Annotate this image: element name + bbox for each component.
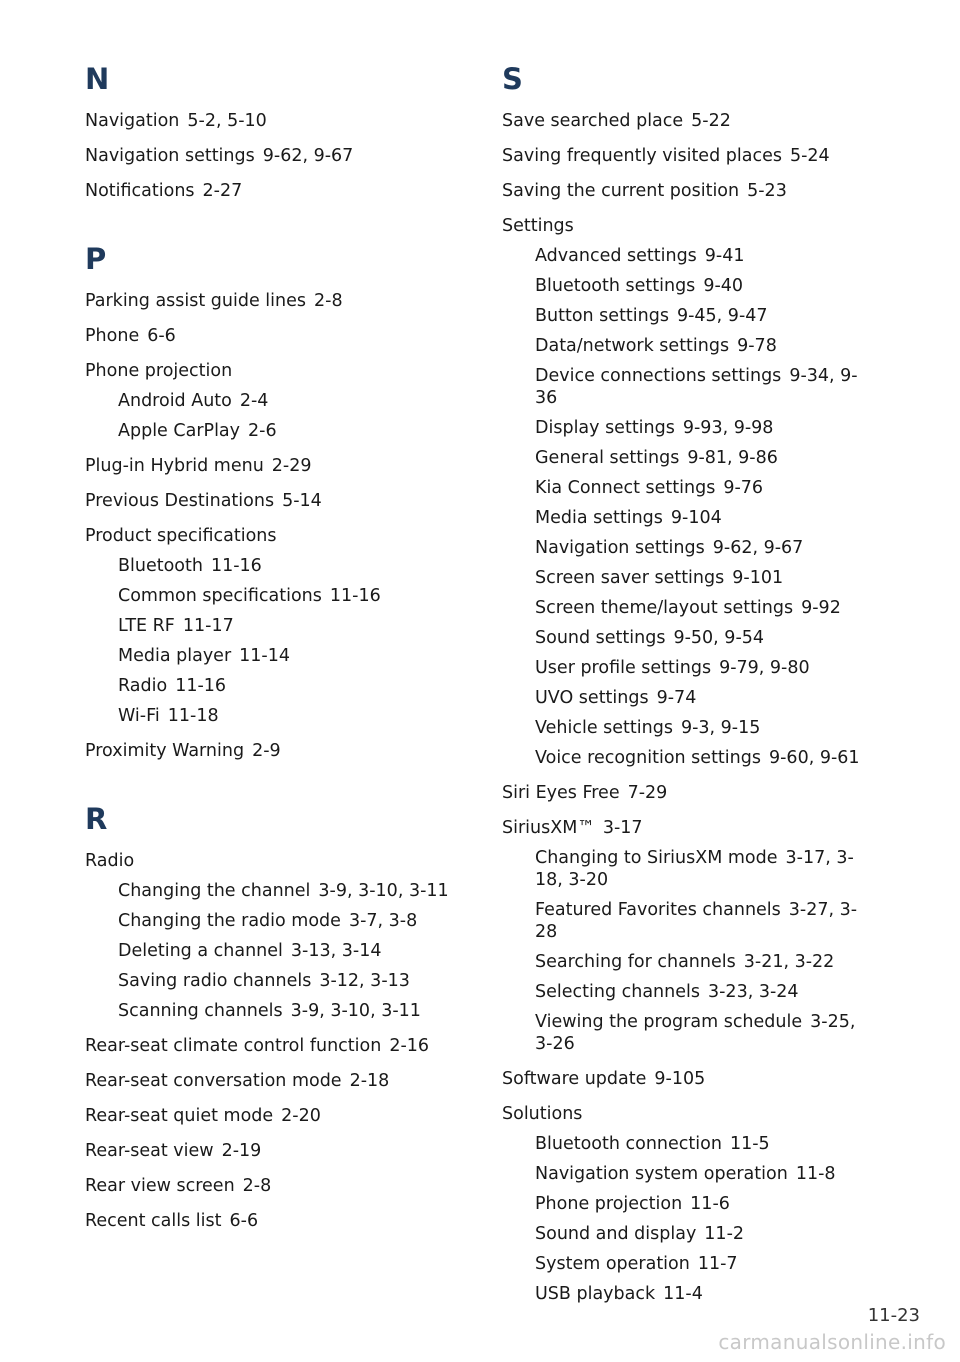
subentry-term: Display settings (535, 418, 675, 438)
entry-term: Navigation settings (85, 146, 255, 166)
index-section-r (85, 798, 475, 1232)
subentry-pages[interactable]: 9-101 (732, 568, 784, 588)
subentry-term: Changing the radio mode (118, 911, 341, 931)
index-subentry[interactable] (502, 417, 875, 439)
entry-pages[interactable]: 2-19 (221, 1141, 262, 1161)
index-entry[interactable] (502, 215, 922, 237)
index-entry[interactable] (85, 360, 475, 382)
subentry-pages[interactable]: 11-18 (167, 706, 219, 726)
subentry-term: Media player (118, 646, 232, 666)
subentry-term: Screen saver settings (535, 568, 725, 588)
index-subentry[interactable] (85, 910, 458, 932)
subentry-pages[interactable]: 9-79, 9-80 (719, 658, 810, 678)
subentry-pages[interactable]: 9-50, 9-54 (673, 628, 765, 648)
subentry-pages[interactable]: 11-16 (175, 676, 227, 696)
subentry-term: Sound settings (535, 628, 666, 648)
subentry-term: Voice recognition settings (535, 748, 761, 768)
index-subentry[interactable] (502, 305, 875, 327)
page-number: 11-23 (867, 1305, 920, 1326)
index-subentry[interactable] (502, 567, 875, 589)
subentry-pages[interactable]: 3-9, 3-10, 3-11 (318, 881, 449, 901)
entry-term: SiriusXM™ (502, 818, 595, 838)
entry-term: Phone projection (85, 361, 233, 381)
index-subentry[interactable] (502, 747, 875, 769)
index-entry[interactable] (85, 325, 475, 347)
index-entry[interactable] (85, 850, 475, 872)
subentry-term: Radio (118, 676, 168, 696)
index-subentry[interactable] (502, 245, 875, 267)
subentry-pages[interactable]: 11-16 (210, 556, 262, 576)
subentry-pages[interactable]: 3-27, 3-28 (535, 900, 858, 942)
entry-pages[interactable]: 2-20 (281, 1106, 321, 1126)
entry-pages[interactable]: 2-8 (242, 1176, 272, 1196)
entry-term: Rear-seat climate control function (85, 1036, 382, 1056)
subentry-term: System operation (535, 1254, 690, 1274)
subentry-term: Sound and display (535, 1224, 697, 1244)
index-entry[interactable] (85, 525, 475, 547)
subentry-term: Vehicle settings (535, 718, 673, 738)
entry-pages[interactable]: 6-6 (229, 1211, 259, 1231)
index-subentry[interactable] (85, 970, 458, 992)
subentry-pages[interactable]: 11-14 (239, 646, 290, 666)
subentry-pages[interactable]: 9-81, 9-86 (687, 448, 778, 468)
subentry-pages[interactable]: 3-13, 3-14 (290, 941, 382, 961)
entry-pages[interactable]: 5-24 (789, 146, 830, 166)
index-subentry[interactable] (85, 1000, 458, 1022)
index-entry[interactable] (502, 817, 922, 839)
subentry-term: Changing to SiriusXM mode (535, 848, 778, 868)
subentry-pages[interactable]: 3-25, 3-26 (535, 1012, 856, 1054)
subentry-pages[interactable]: 3-21, 3-22 (743, 952, 835, 972)
subentry-pages[interactable]: 9-93, 9-98 (682, 418, 774, 438)
entry-term: Proximity Warning (85, 741, 245, 761)
subentry-pages[interactable]: 11-16 (329, 586, 381, 606)
index-subentry[interactable] (85, 880, 458, 902)
subentry-term: Viewing the program schedule (535, 1012, 803, 1032)
entry-term: Plug-in Hybrid menu (85, 456, 264, 476)
entry-pages[interactable]: 2-8 (314, 291, 343, 311)
entry-pages[interactable]: 9-105 (654, 1069, 706, 1089)
index-subentry[interactable] (85, 645, 458, 667)
index-entry[interactable] (85, 1175, 475, 1197)
subentry-term: Changing the channel (118, 881, 311, 901)
index-subentry[interactable] (502, 507, 875, 529)
subentry-term: Bluetooth (118, 556, 203, 576)
subentry-term: Bluetooth settings (535, 276, 696, 296)
subentry-pages[interactable]: 11-2 (704, 1224, 745, 1244)
entry-term: Settings (502, 216, 574, 236)
subentry-term: UVO settings (535, 688, 649, 708)
entry-term: Rear-seat quiet mode (85, 1106, 274, 1126)
subentry-pages[interactable]: 9-41 (704, 246, 745, 266)
subentry-pages[interactable]: 11-6 (690, 1194, 730, 1214)
index-subentry[interactable] (502, 899, 875, 943)
entry-term: Radio (85, 851, 135, 871)
index-entry[interactable] (502, 1068, 922, 1090)
index-subentry[interactable] (85, 940, 458, 962)
subentry-pages[interactable]: 11-8 (795, 1164, 836, 1184)
index-column-left (85, 58, 475, 1232)
index-subentry[interactable] (502, 597, 875, 619)
entry-pages[interactable]: 2-29 (271, 456, 312, 476)
index-entry[interactable] (85, 490, 475, 512)
index-subentry[interactable] (85, 615, 458, 637)
index-subentry[interactable] (502, 477, 875, 499)
index-subentry[interactable] (502, 1133, 875, 1155)
subentry-pages[interactable]: 9-34, 9-36 (535, 366, 858, 408)
entry-pages[interactable]: 5-2, 5-10 (187, 111, 267, 131)
index-entry[interactable] (85, 145, 475, 167)
entry-pages[interactable]: 5-14 (282, 491, 322, 511)
entry-term: Parking assist guide lines (85, 291, 307, 311)
index-subentry[interactable] (502, 1163, 875, 1185)
index-entry[interactable] (502, 145, 922, 167)
subentry-term: Deleting a channel (118, 941, 283, 961)
index-subentry[interactable] (502, 1193, 875, 1215)
index-entry[interactable] (85, 290, 475, 312)
entry-pages[interactable]: 7-29 (627, 783, 668, 803)
index-subentry[interactable] (85, 420, 458, 442)
subentry-term: Scanning channels (118, 1001, 283, 1021)
subentry-term: Wi-Fi (118, 706, 160, 726)
entry-pages[interactable]: 2-16 (389, 1036, 430, 1056)
subentry-pages[interactable]: 9-74 (656, 688, 697, 708)
entry-term: Recent calls list (85, 1211, 222, 1231)
entry-term: Saving the current position (502, 181, 740, 201)
entry-term: Solutions (502, 1104, 583, 1124)
subentry-pages[interactable]: 2-4 (239, 391, 269, 411)
index-entry[interactable] (502, 1103, 922, 1125)
subentry-pages[interactable]: 3-17, 3-18, 3-20 (535, 848, 854, 890)
subentry-pages[interactable]: 9-92 (801, 598, 841, 618)
index-entry[interactable] (502, 782, 922, 804)
subentry-pages[interactable]: 3-9, 3-10, 3-11 (290, 1001, 421, 1021)
index-subentry[interactable] (502, 1283, 875, 1305)
subentry-term: LTE RF (118, 616, 175, 636)
index-subentry[interactable] (85, 675, 458, 697)
index-subentry[interactable] (502, 1223, 875, 1245)
subentry-pages[interactable]: 11-17 (182, 616, 234, 636)
index-subentry[interactable] (502, 717, 875, 739)
subentry-term: Saving radio channels (118, 971, 312, 991)
entry-term: Previous Destinations (85, 491, 275, 511)
subentry-term: Device connections settings (535, 366, 782, 386)
index-section-s (502, 58, 922, 1305)
index-subentry[interactable] (502, 1253, 875, 1275)
index-subentry[interactable] (502, 627, 875, 649)
entry-pages[interactable]: 9-62, 9-67 (262, 146, 354, 166)
entry-pages[interactable]: 2-9 (252, 741, 281, 761)
subentry-pages[interactable]: 11-7 (697, 1254, 738, 1274)
index-subentry[interactable] (502, 537, 875, 559)
entry-term: Navigation (85, 111, 180, 131)
subentry-pages[interactable]: 9-78 (737, 336, 777, 356)
subentry-term: Searching for channels (535, 952, 736, 972)
entry-pages[interactable]: 5-22 (691, 111, 731, 131)
subentry-term: Navigation system operation (535, 1164, 788, 1184)
entry-term: Phone (85, 326, 140, 346)
index-section-n (85, 58, 475, 202)
index-subentry[interactable] (502, 657, 875, 679)
section-letter: S (502, 62, 523, 96)
index-subentry[interactable] (502, 365, 875, 409)
index-entry[interactable] (85, 740, 475, 762)
entry-pages[interactable]: 2-18 (349, 1071, 390, 1091)
index-entry[interactable] (85, 180, 475, 202)
subentry-term: Button settings (535, 306, 669, 326)
entry-term: Save searched place (502, 111, 684, 131)
subentry-term: Screen theme/layout settings (535, 598, 794, 618)
subentry-pages[interactable]: 9-40 (703, 276, 744, 296)
index-subentry[interactable] (85, 705, 458, 727)
section-letter: R (85, 802, 108, 836)
subentry-pages[interactable]: 9-45, 9-47 (676, 306, 768, 326)
subentry-term: Selecting channels (535, 982, 700, 1002)
entry-pages[interactable]: 2-27 (202, 181, 243, 201)
subentry-pages[interactable]: 3-23, 3-24 (707, 982, 799, 1002)
subentry-pages[interactable]: 3-12, 3-13 (319, 971, 410, 991)
index-entry[interactable] (85, 1140, 475, 1162)
subentry-pages[interactable]: 9-62, 9-67 (712, 538, 804, 558)
entry-term: Product specifications (85, 526, 277, 546)
index-subentry[interactable] (502, 335, 875, 357)
index-entry[interactable] (85, 1070, 475, 1092)
subentry-term: User profile settings (535, 658, 712, 678)
subentry-term: Media settings (535, 508, 663, 528)
watermark: carmanualsonline.info (718, 1330, 946, 1354)
index-subentry[interactable] (502, 687, 875, 709)
index-entry[interactable] (85, 1210, 475, 1232)
entry-term: Software update (502, 1069, 647, 1089)
subentry-term: Navigation settings (535, 538, 705, 558)
index-entry[interactable] (85, 110, 475, 132)
entry-term: Siri Eyes Free (502, 783, 620, 803)
subentry-pages[interactable]: 2-6 (248, 421, 277, 441)
index-section-p (85, 238, 475, 762)
section-letter: N (85, 62, 110, 96)
entry-term: Rear-seat conversation mode (85, 1071, 342, 1091)
index-subentry[interactable] (502, 847, 875, 891)
index-subentry[interactable] (502, 275, 875, 297)
subentry-term: Featured Favorites channels (535, 900, 781, 920)
subentry-term: USB playback (535, 1284, 656, 1304)
index-subentry[interactable] (502, 1011, 875, 1055)
index-subentry[interactable] (502, 951, 875, 973)
subentry-term: Bluetooth connection (535, 1134, 722, 1154)
subentry-pages[interactable]: 11-5 (729, 1134, 770, 1154)
index-subentry[interactable] (85, 555, 458, 577)
subentry-term: Data/network settings (535, 336, 730, 356)
subentry-pages[interactable]: 3-7, 3-8 (348, 911, 418, 931)
subentry-pages[interactable]: 9-60, 9-61 (768, 748, 860, 768)
index-column-right (502, 58, 922, 1305)
entry-term: Notifications (85, 181, 195, 201)
entry-pages[interactable]: 3-17 (602, 818, 643, 838)
entry-term: Saving frequently visited places (502, 146, 782, 166)
index-entry[interactable] (502, 180, 922, 202)
section-letter: P (85, 242, 107, 276)
entry-term: Rear-seat view (85, 1141, 214, 1161)
subentry-pages[interactable]: 9-76 (723, 478, 764, 498)
subentry-pages[interactable]: 11-4 (663, 1284, 703, 1304)
entry-pages[interactable]: 6-6 (147, 326, 176, 346)
subentry-term: Advanced settings (535, 246, 697, 266)
subentry-term: Common specifications (118, 586, 322, 606)
subentry-term: Kia Connect settings (535, 478, 716, 498)
index-subentry[interactable] (85, 585, 458, 607)
index-entry[interactable] (85, 1105, 475, 1127)
index-entry[interactable] (85, 1035, 475, 1057)
entry-term: Rear view screen (85, 1176, 235, 1196)
subentry-term: Phone projection (535, 1194, 683, 1214)
subentry-term: Android Auto (118, 391, 232, 411)
subentry-pages[interactable]: 9-104 (670, 508, 722, 528)
index-entry[interactable] (85, 455, 475, 477)
subentry-term: Apple CarPlay (118, 421, 241, 441)
entry-pages[interactable]: 5-23 (747, 181, 787, 201)
subentry-term: General settings (535, 448, 680, 468)
subentry-pages[interactable]: 9-3, 9-15 (680, 718, 761, 738)
index-subentry[interactable] (85, 390, 458, 412)
index-subentry[interactable] (502, 447, 875, 469)
index-subentry[interactable] (502, 981, 875, 1003)
index-entry[interactable] (502, 110, 922, 132)
